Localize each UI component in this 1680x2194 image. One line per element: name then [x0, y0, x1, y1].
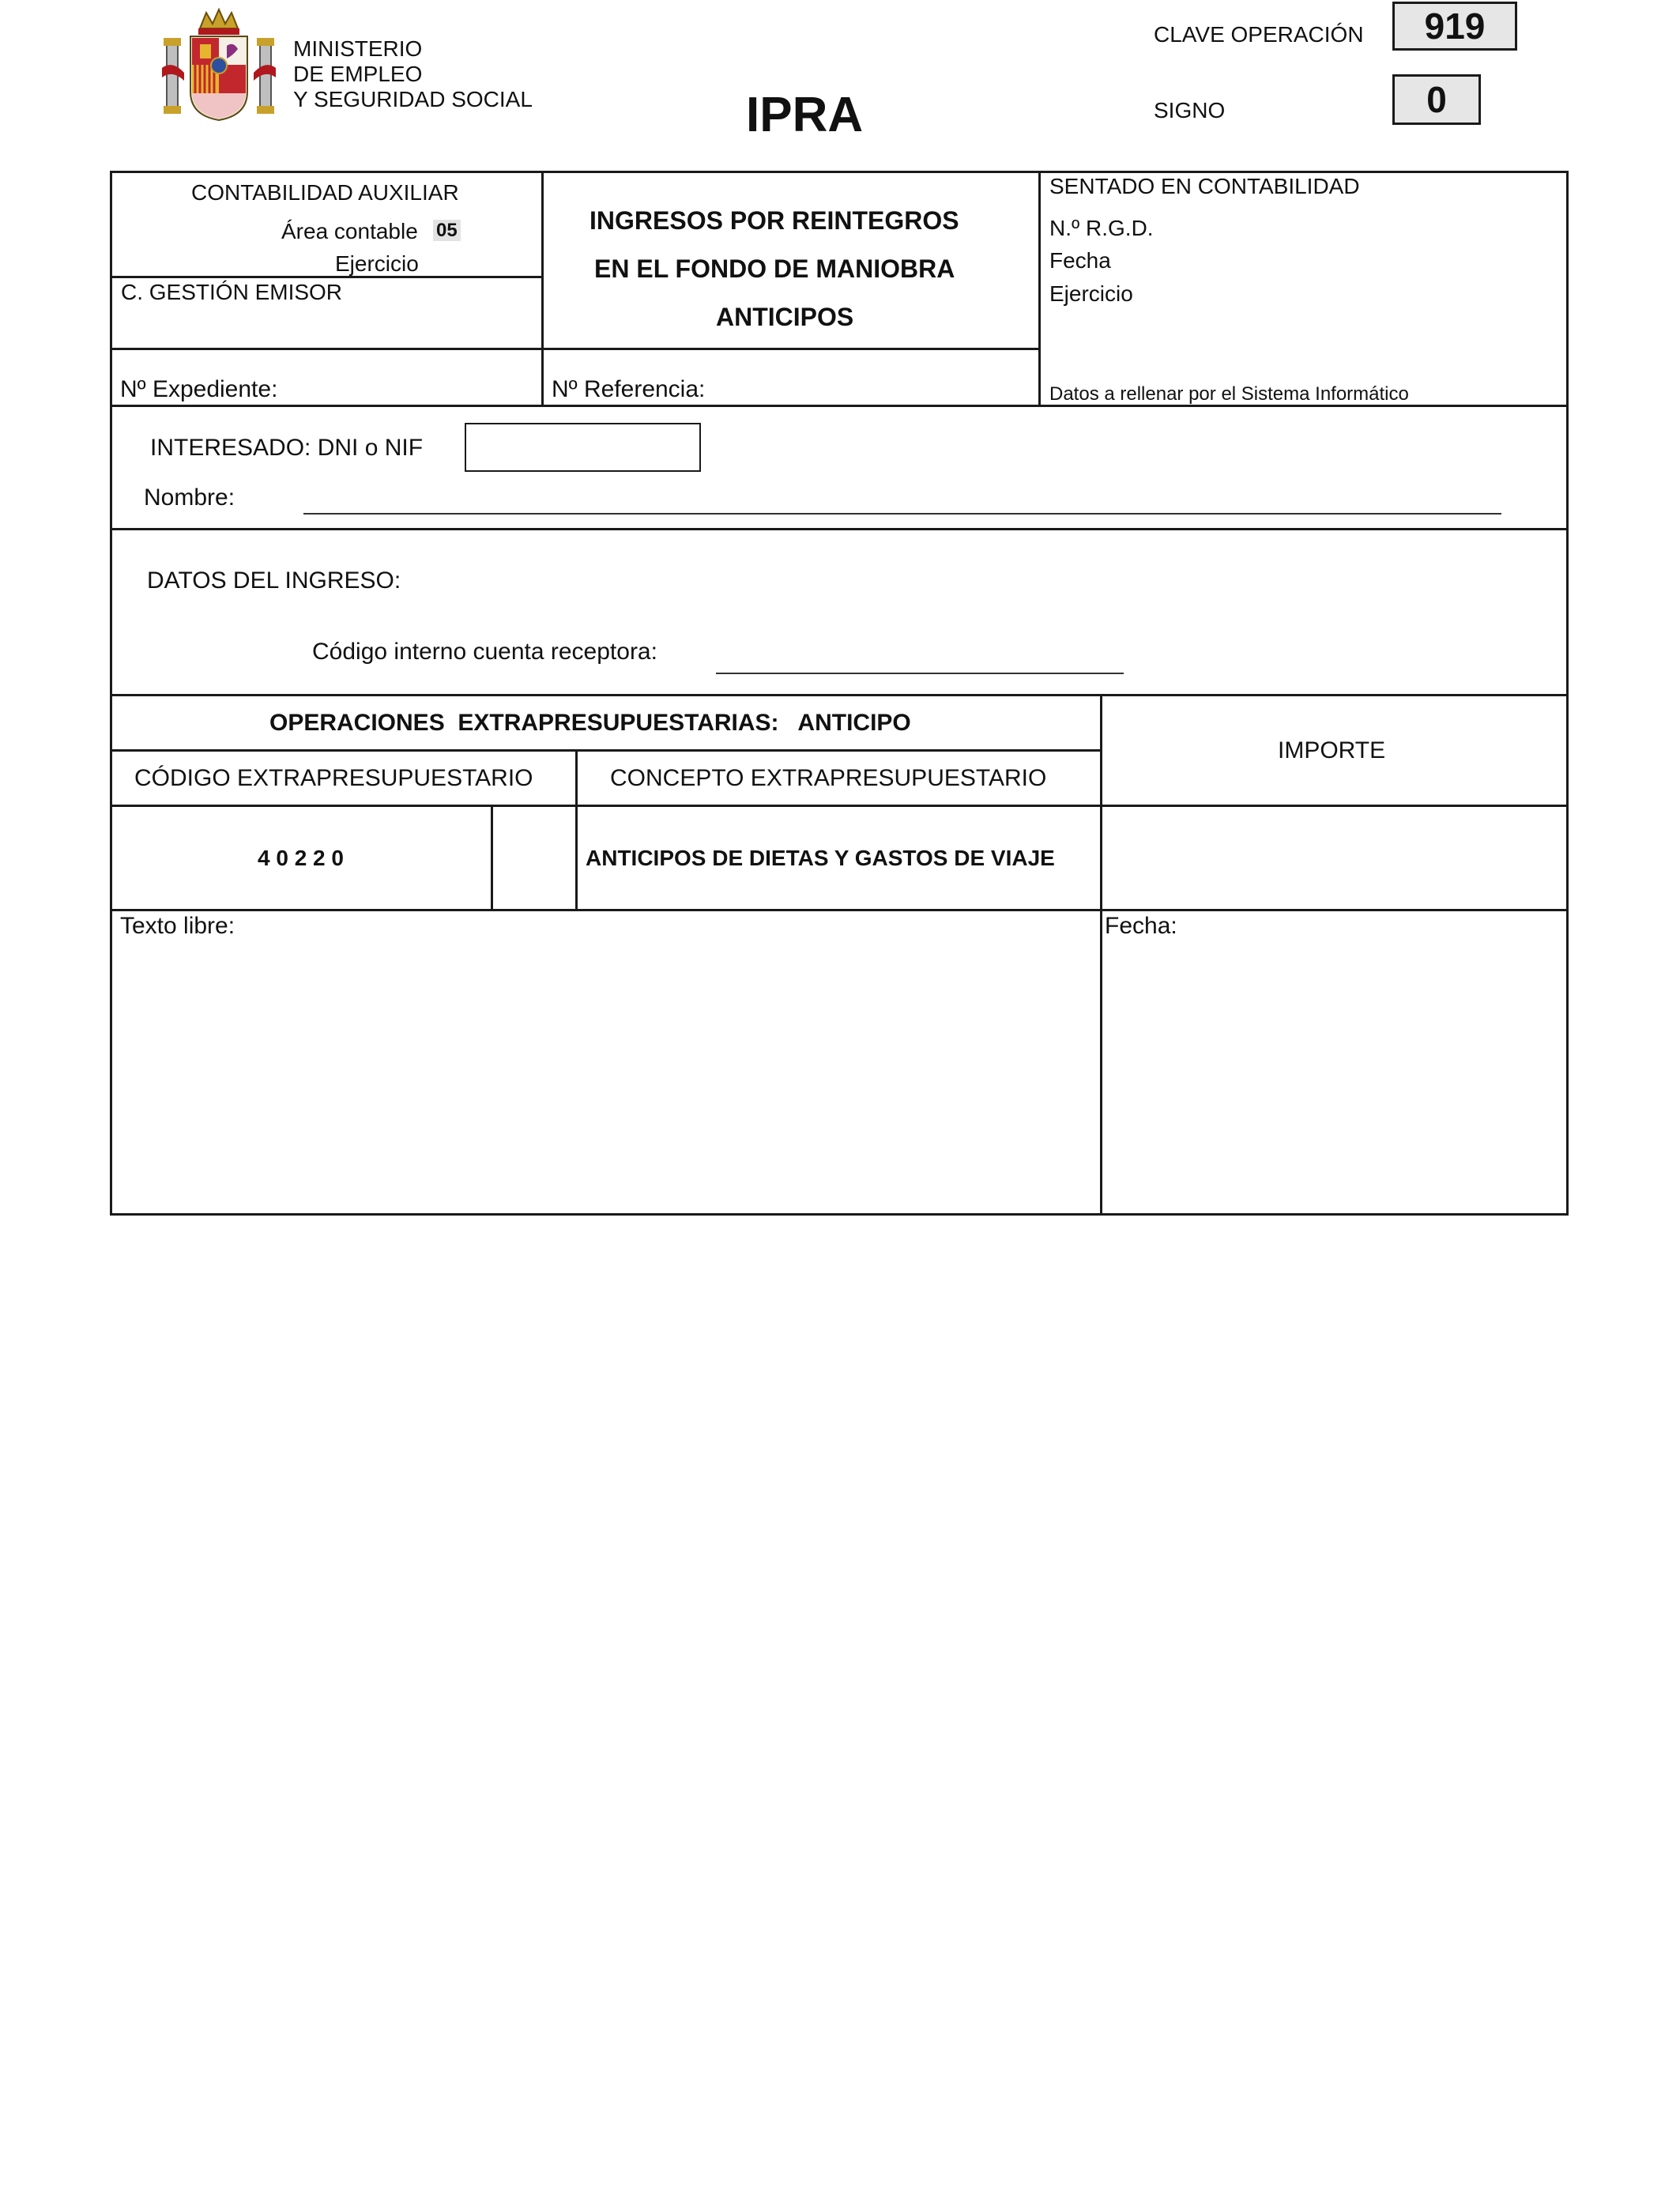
coat-of-arms-logo: [160, 5, 277, 123]
gestion-emisor-label: C. GESTIÓN EMISOR: [121, 280, 343, 304]
row-importe-cell[interactable]: [1103, 808, 1565, 907]
divider: [110, 276, 542, 278]
area-contable-label: Área contable: [281, 219, 418, 243]
divider: [110, 528, 1569, 530]
ejercicio-aux-label: Ejercicio: [335, 251, 419, 276]
form-title-line-2: EN EL FONDO DE MANIOBRA: [594, 254, 955, 283]
divider: [110, 909, 1569, 911]
operaciones-title: OPERACIONES EXTRAPRESUPUESTARIAS: ANTICIPO: [269, 710, 911, 736]
nombre-input-line[interactable]: [303, 513, 1501, 515]
signo-box: 0: [1392, 74, 1481, 125]
texto-libre-area[interactable]: [113, 945, 1098, 1212]
codigo-cuenta-label: Código interno cuenta receptora:: [312, 639, 657, 665]
ministry-name-line-3: Y SEGURIDAD SOCIAL: [293, 87, 533, 111]
sistema-note: Datos a rellenar por el Sistema Informático: [1049, 383, 1409, 405]
clave-operacion-box: 919: [1392, 2, 1517, 51]
ministry-name-line-1: MINISTERIO: [293, 36, 423, 61]
interesado-label: INTERESADO: DNI o NIF: [150, 435, 424, 461]
datos-ingreso-label: DATOS DEL INGRESO:: [147, 567, 401, 594]
row-concepto-value: ANTICIPOS DE DIETAS Y GASTOS DE VIAJE: [586, 846, 1055, 870]
divider: [541, 171, 544, 405]
divider: [110, 694, 1569, 696]
referencia-label: Nº Referencia:: [552, 376, 706, 402]
divider: [1038, 171, 1041, 405]
sentado-label: SENTADO EN CONTABILIDAD: [1049, 174, 1360, 198]
ministry-name-line-2: DE EMPLEO: [293, 62, 423, 86]
nombre-label: Nombre:: [144, 484, 235, 511]
divider: [575, 749, 578, 910]
form-code-title: IPRA: [746, 88, 864, 142]
signo-label: SIGNO: [1154, 98, 1226, 123]
col-codigo-header: CÓDIGO EXTRAPRESUPUESTARIO: [134, 765, 533, 791]
rgd-label: N.º R.G.D.: [1049, 216, 1154, 240]
divider: [110, 805, 1569, 807]
expediente-label: Nº Expediente:: [120, 376, 278, 402]
texto-libre-label: Texto libre:: [120, 913, 235, 939]
contabilidad-auxiliar-label: CONTABILIDAD AUXILIAR: [191, 180, 459, 205]
divider: [110, 348, 1039, 350]
codigo-cuenta-input-line[interactable]: [716, 673, 1124, 674]
col-concepto-header: CONCEPTO EXTRAPRESUPUESTARIO: [610, 765, 1047, 791]
fecha-footer-label: Fecha:: [1105, 913, 1177, 939]
divider: [110, 749, 1101, 752]
divider: [491, 805, 493, 910]
dni-nif-input[interactable]: [465, 423, 701, 472]
form-title-line-3: ANTICIPOS: [716, 303, 854, 331]
clave-operacion-label: CLAVE OPERACIÓN: [1154, 22, 1364, 47]
divider: [1100, 694, 1102, 1216]
fecha-asiento-label: Fecha: [1049, 248, 1111, 273]
form-title-line-1: INGRESOS POR REINTEGROS: [590, 206, 959, 235]
area-contable-value: 05: [433, 220, 461, 242]
col-importe-header: IMPORTE: [1278, 737, 1386, 763]
row-codigo-value: 4 0 2 2 0: [258, 846, 344, 870]
ejercicio-asiento-label: Ejercicio: [1049, 281, 1133, 306]
